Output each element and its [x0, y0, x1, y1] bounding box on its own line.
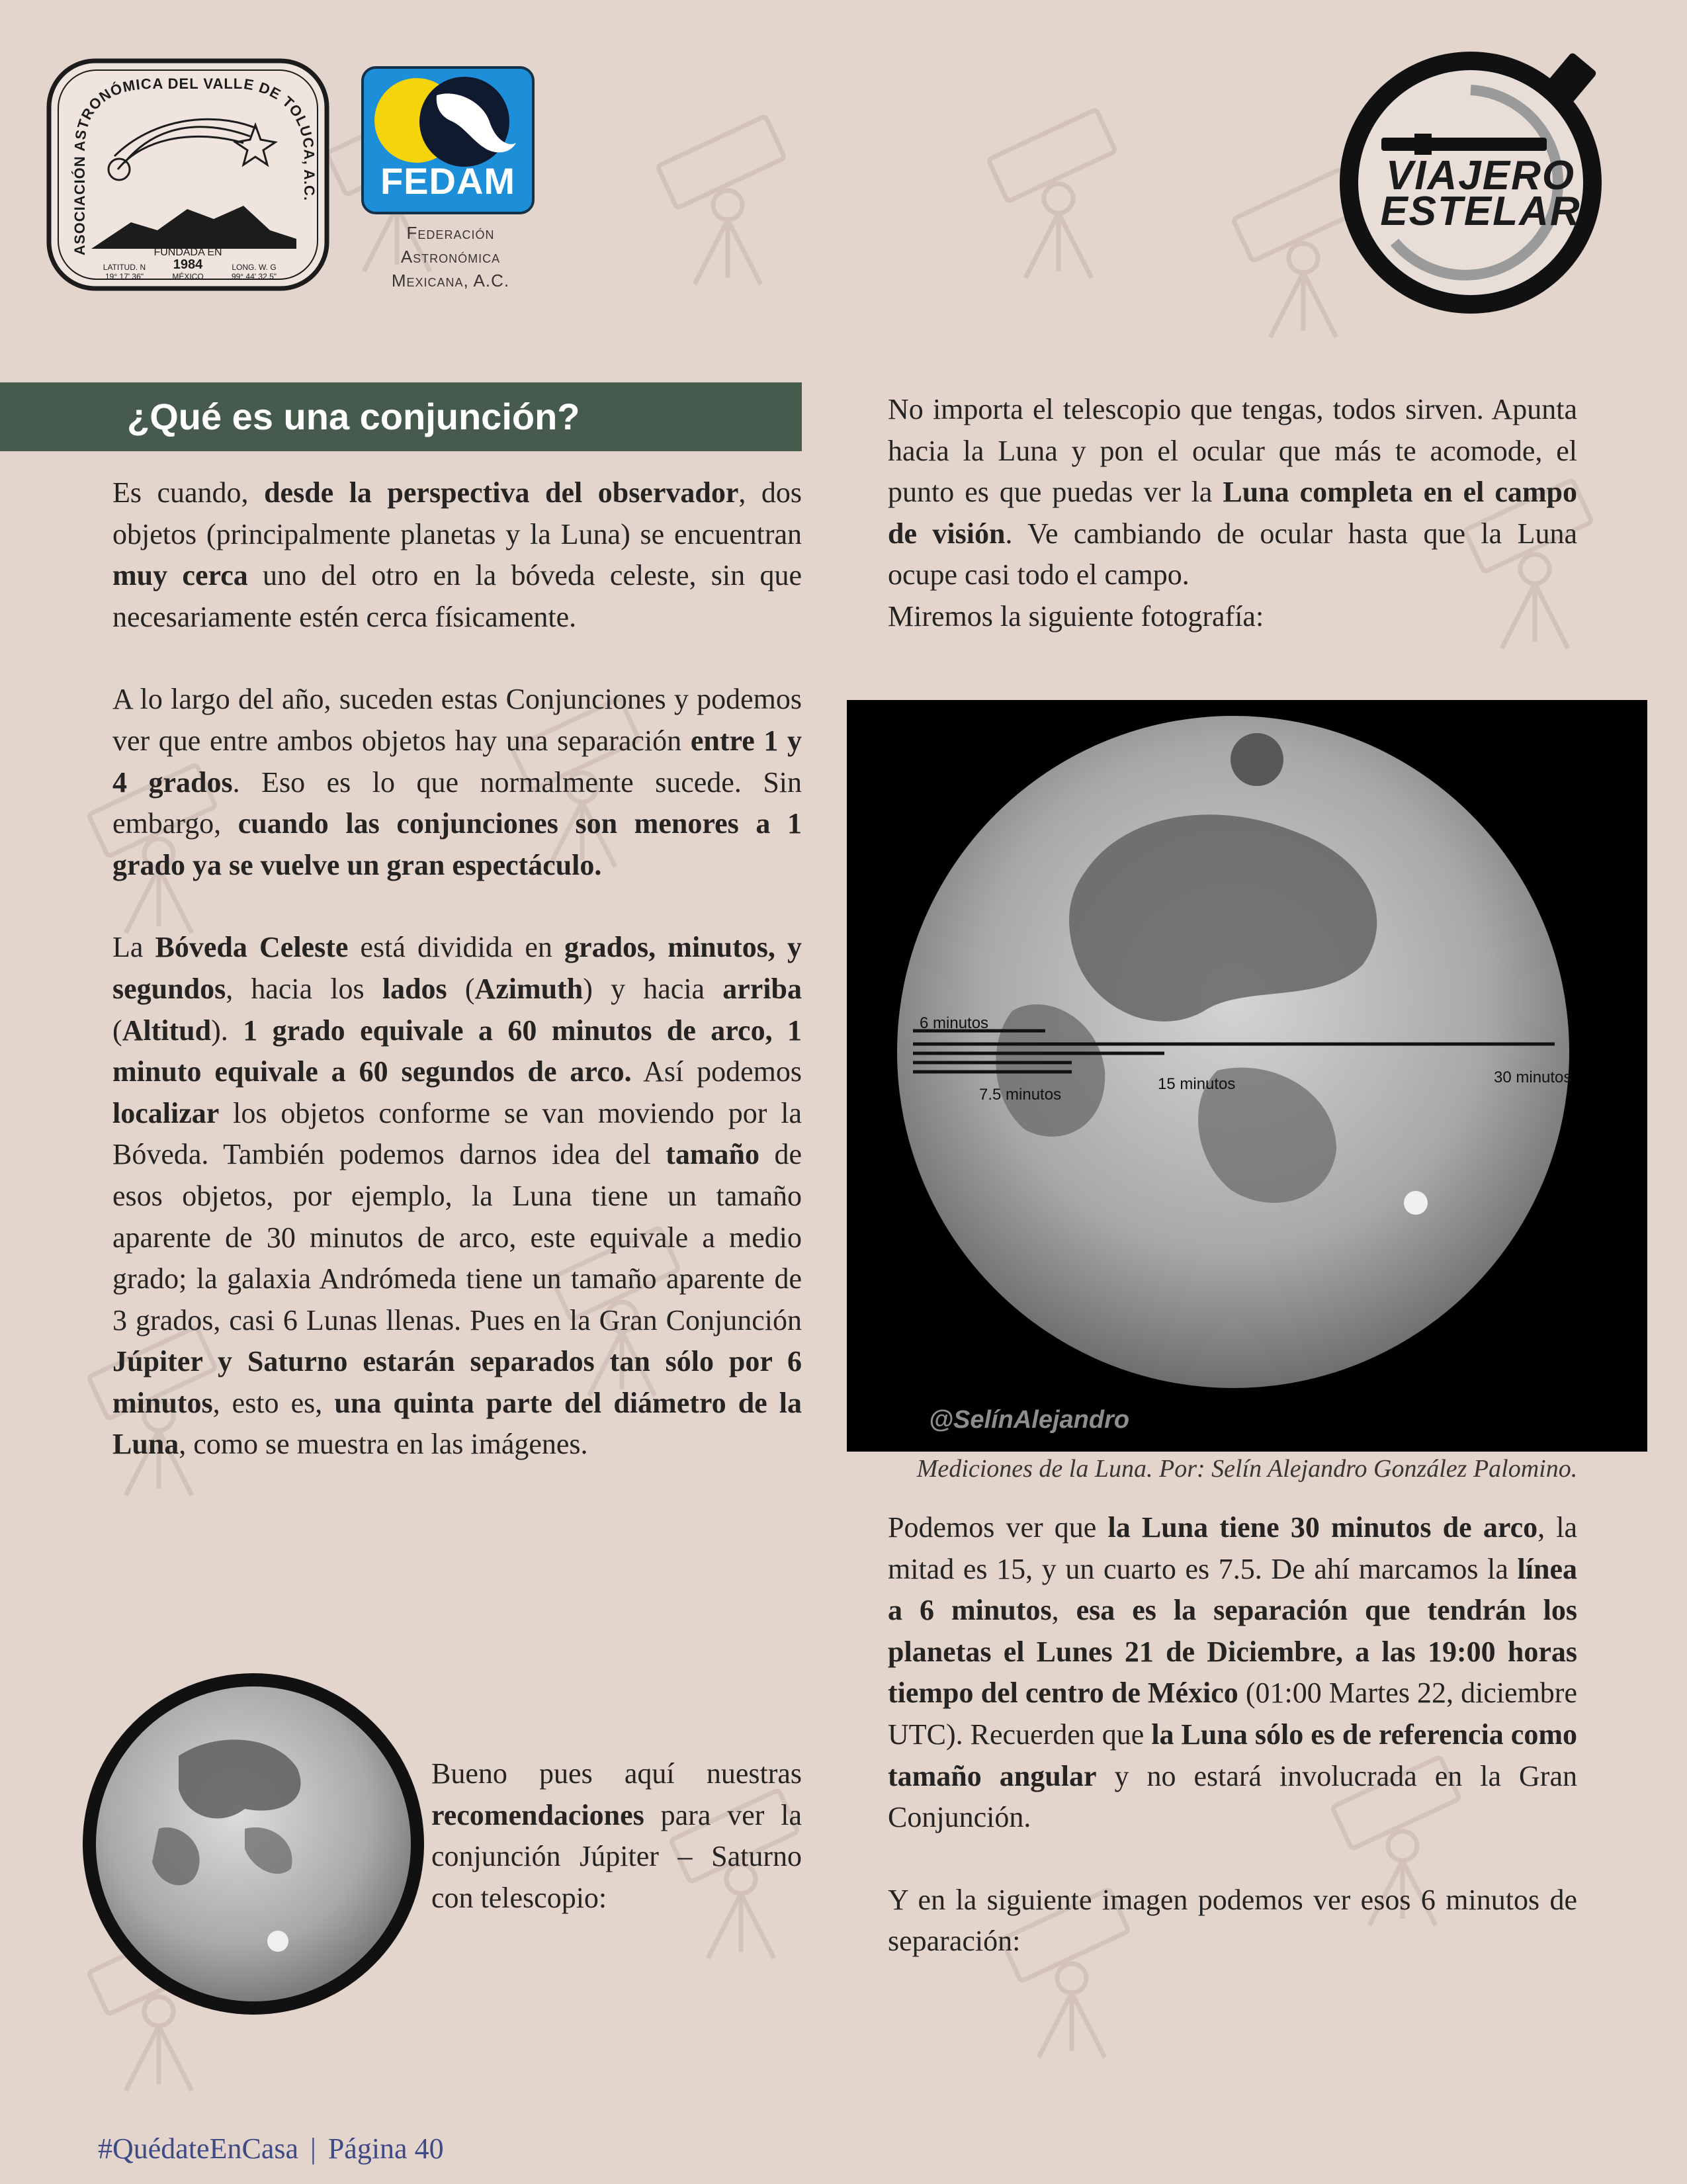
scale-label-30-min: 30 minutos — [1494, 1069, 1572, 1086]
estelar-word: ESTELAR — [1380, 189, 1581, 234]
viajero-word: VIAJERO — [1385, 153, 1576, 198]
fedam-full-name: Federación Astronómica Mexicana, A.C. — [391, 223, 510, 290]
fedam-logo — [361, 66, 540, 290]
viajero-estelar-logo — [1335, 30, 1626, 324]
paragraph-definition: Es cuando, desde la perspectiva del observador, dos objetos (principalmente planetas y la Luna) se encuentran muy cerca uno del otro en la bóveda celeste, sin que necesariamente estén cerca físicamente. — [112, 476, 802, 633]
right-column — [888, 389, 1577, 638]
full-moon-image — [79, 1670, 427, 2018]
moon-photo-graphic — [847, 700, 1647, 1452]
page-number: Página 40 — [327, 2132, 444, 2165]
paragraph-recommendations: Bueno pues aquí nuestras recomendaciones para ver la conjunción Júpiter – Saturno con telescopio: — [431, 1757, 802, 1914]
left-column — [112, 472, 802, 1465]
paragraph-separation: A lo largo del año, suceden estas Conjunciones y podemos ver que entre ambos objetos hay una separación entre 1 y 4 grados. Eso es lo que normalmente sucede. Sin embargo, cuando las conjunciones son menores a 1 grado ya se vuelve un gran espectáculo. — [112, 683, 802, 881]
svg-text:LONG. W. G: LONG. W. G — [232, 263, 277, 272]
footer-hashtag: #QuédateEnCasa — [98, 2132, 298, 2165]
section-heading: ¿Qué es una conjunción? — [127, 396, 580, 437]
svg-text:ASOCIACIÓN ASTRONÓMICA DEL VAL: ASOCIACIÓN ASTRONÓMICA DEL VALLE DE TOLUCA, A.C. — [71, 75, 318, 255]
svg-text:19° 17' 36": 19° 17' 36" — [105, 272, 144, 281]
scale-label-15-min: 15 minutos — [1158, 1075, 1236, 1093]
aavt-logo — [45, 57, 331, 292]
svg-text:99° 44' 32.5": 99° 44' 32.5" — [231, 272, 277, 281]
fedam-badge — [361, 66, 535, 214]
paragraph-next-image: Y en la siguiente imagen podemos ver esos 6 minutos de separación: — [888, 1883, 1577, 1958]
paragraph-telescope: No importa el telescopio que tengas, todos sirven. Apunta hacia la Luna y pon el ocular que más te acomode, el punto es que puedas ver la Luna completa en el campo de visión. Ve cambiando de ocular hasta que la Luna ocupe casi todo el campo. — [888, 393, 1578, 591]
paragraph-moon-minutes: Podemos ver que la Luna tiene 30 minutos de arco, la mitad es 15, y un cuarto es 7.5. De ahí marcamos la línea a 6 minutos, esa es la separación que tendrán los planetas el Lunes 21 de Diciembre, a las 19:00 horas tiempo del centro de México (01:00 Martes 22, diciembre UTC). Recuerden que la Luna sólo es de referencia como tamaño angular y no estará involucrada en la Gran Conjunción. — [888, 1511, 1578, 1834]
moon-small-graphic — [79, 1670, 427, 2018]
recommendations-intro — [431, 1753, 802, 1919]
svg-text:FUNDADA EN: FUNDADA EN — [153, 247, 222, 258]
fedam-wordmark: FEDAM — [380, 160, 516, 202]
fedam-moon-map-icon — [364, 69, 535, 175]
photo-caption: Mediciones de la Luna. Por: Selín Alejandro González Palomino. — [916, 1455, 1578, 1483]
photo-watermark: @SelínAlejandro — [929, 1406, 1130, 1434]
svg-text:1984: 1984 — [173, 257, 203, 272]
svg-text:LATITUD. N: LATITUD. N — [103, 263, 146, 272]
scale-label-6-min: 6 minutos — [920, 1014, 989, 1032]
svg-text:MÉXICO: MÉXICO — [172, 272, 204, 281]
paragraph-look-photo: Miremos la siguiente fotografía: — [888, 599, 1264, 633]
paragraph-celestial-dome: La Bóveda Celeste está dividida en grados, minutos, y segundos, hacia los lados (Azimuth) y hacia arriba (Altitud). 1 grado equivale a 60 minutos de arco, 1 minuto equivale a 60 segundos de arco. Así podemos localizar los objetos conforme se van moviendo por la Bóveda. También podemos darnos idea del tamaño de esos objetos, por ejemplo, la Luna tiene un tamaño aparente de 30 minutos de arco, este equivale a medio grado; la galaxia Andrómeda tiene un tamaño aparente de 3 grados, casi 6 Lunas llenas. Pues en la Gran Conjunción Júpiter y Saturno estarán separados tan sólo por 6 minutos, esto es, una quinta parte del diámetro de la Luna, como se muestra en las imágenes. — [112, 931, 802, 1461]
page-footer — [98, 2132, 444, 2165]
footer-separator: | — [310, 2132, 316, 2165]
moon-measurement-photo — [847, 700, 1647, 1452]
aavt-logo-graphic — [45, 57, 331, 292]
section-heading-band — [0, 382, 802, 451]
right-column-lower — [888, 1507, 1577, 1962]
scale-label-7-5-min: 7.5 minutos — [979, 1086, 1062, 1104]
